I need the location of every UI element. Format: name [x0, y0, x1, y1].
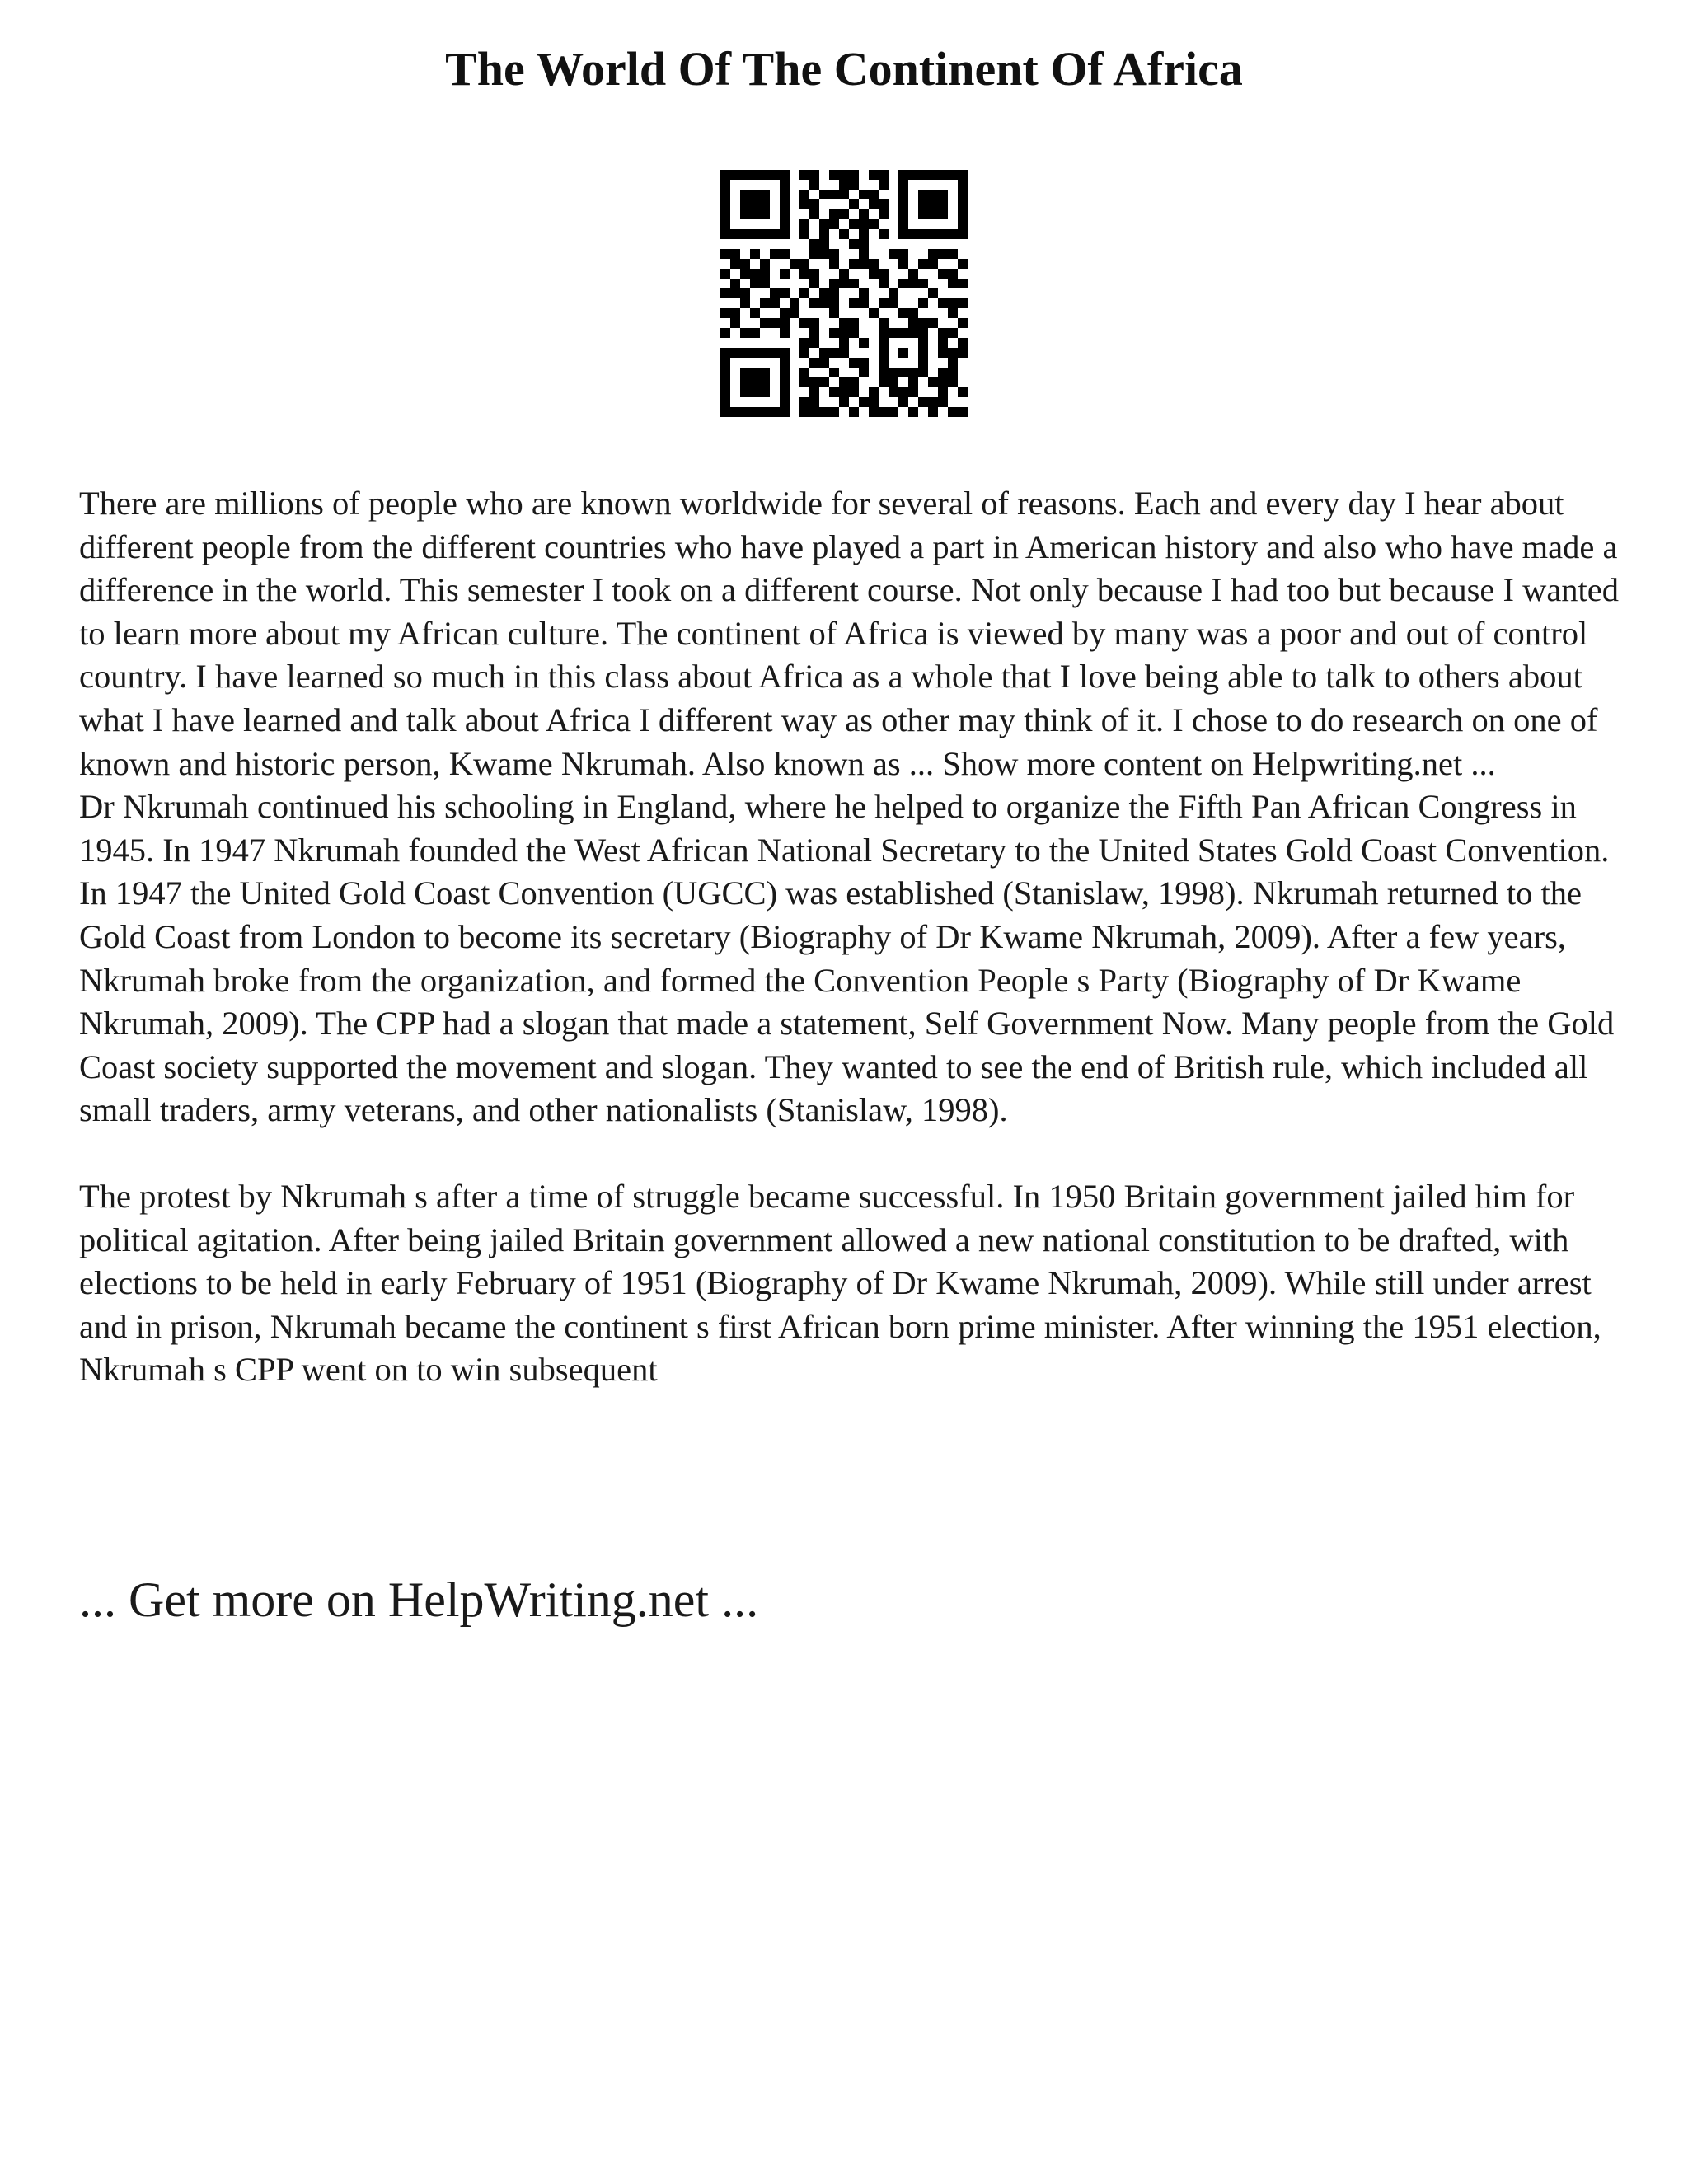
- paragraph-protest: The protest by Nkrumah s after a time of struggle became successful. In 1950 Britain government jailed him for political agitation. After being jailed Britain government allowed a new national constitution to be drafted, with elections to be held in early February of 1951 (Biography of Dr Kwame Nkrumah, 2009). While still under arrest and in prison, Nkrumah became the continent s first African born prime minister. After winning the 1951 election, Nkrumah s CPP went on to win subsequent: [79, 1177, 1601, 1389]
- document-body: [79, 482, 1620, 1392]
- qr-code-icon[interactable]: [720, 170, 968, 417]
- paragraph-intro: There are millions of people who are known worldwide for several of reasons. Each and every day I hear about different people from the different countries who have played a part in American history and also who have made a difference in the world. This semester I took on a different course. Not only because I had too but because I wanted to learn more about my African culture. The continent of Africa is viewed by many was a poor and out of control country. I have learned so much in this class about Africa as a whole that I love being able to talk to others about what I have learned and talk about Africa I different way as other may think of it. I chose to do research on one of known and historic person, Kwame Nkrumah. Also known as ... Show more content on Helpwriting.net ...: [79, 485, 1620, 782]
- get-more-link[interactable]: ... Get more on HelpWriting.net ...: [79, 1572, 759, 1627]
- paragraph-schooling: Dr Nkrumah continued his schooling in England, where he helped to organize the Fifth Pan African Congress in 1945. In 1947 Nkrumah founded the West African National Secretary to the United States Gold Coast Convention. In 1947 the United Gold Coast Convention (UGCC) was established (Stanislaw, 1998). Nkrumah returned to the Gold Coast from London to become its secretary (Biography of Dr Kwame Nkrumah, 2009). After a few years, Nkrumah broke from the organization, and formed the Convention People s Party (Biography of Dr Kwame Nkrumah, 2009). The CPP had a slogan that made a statement, Self Government Now. Many people from the Gold Coast society supported the movement and slogan. They wanted to see the end of British rule, which included all small traders, army veterans, and other nationalists (Stanislaw, 1998).: [79, 788, 1615, 1129]
- paragraph-spacer: [79, 1132, 1620, 1175]
- document-title: The World Of The Continent Of Africa: [445, 42, 1243, 96]
